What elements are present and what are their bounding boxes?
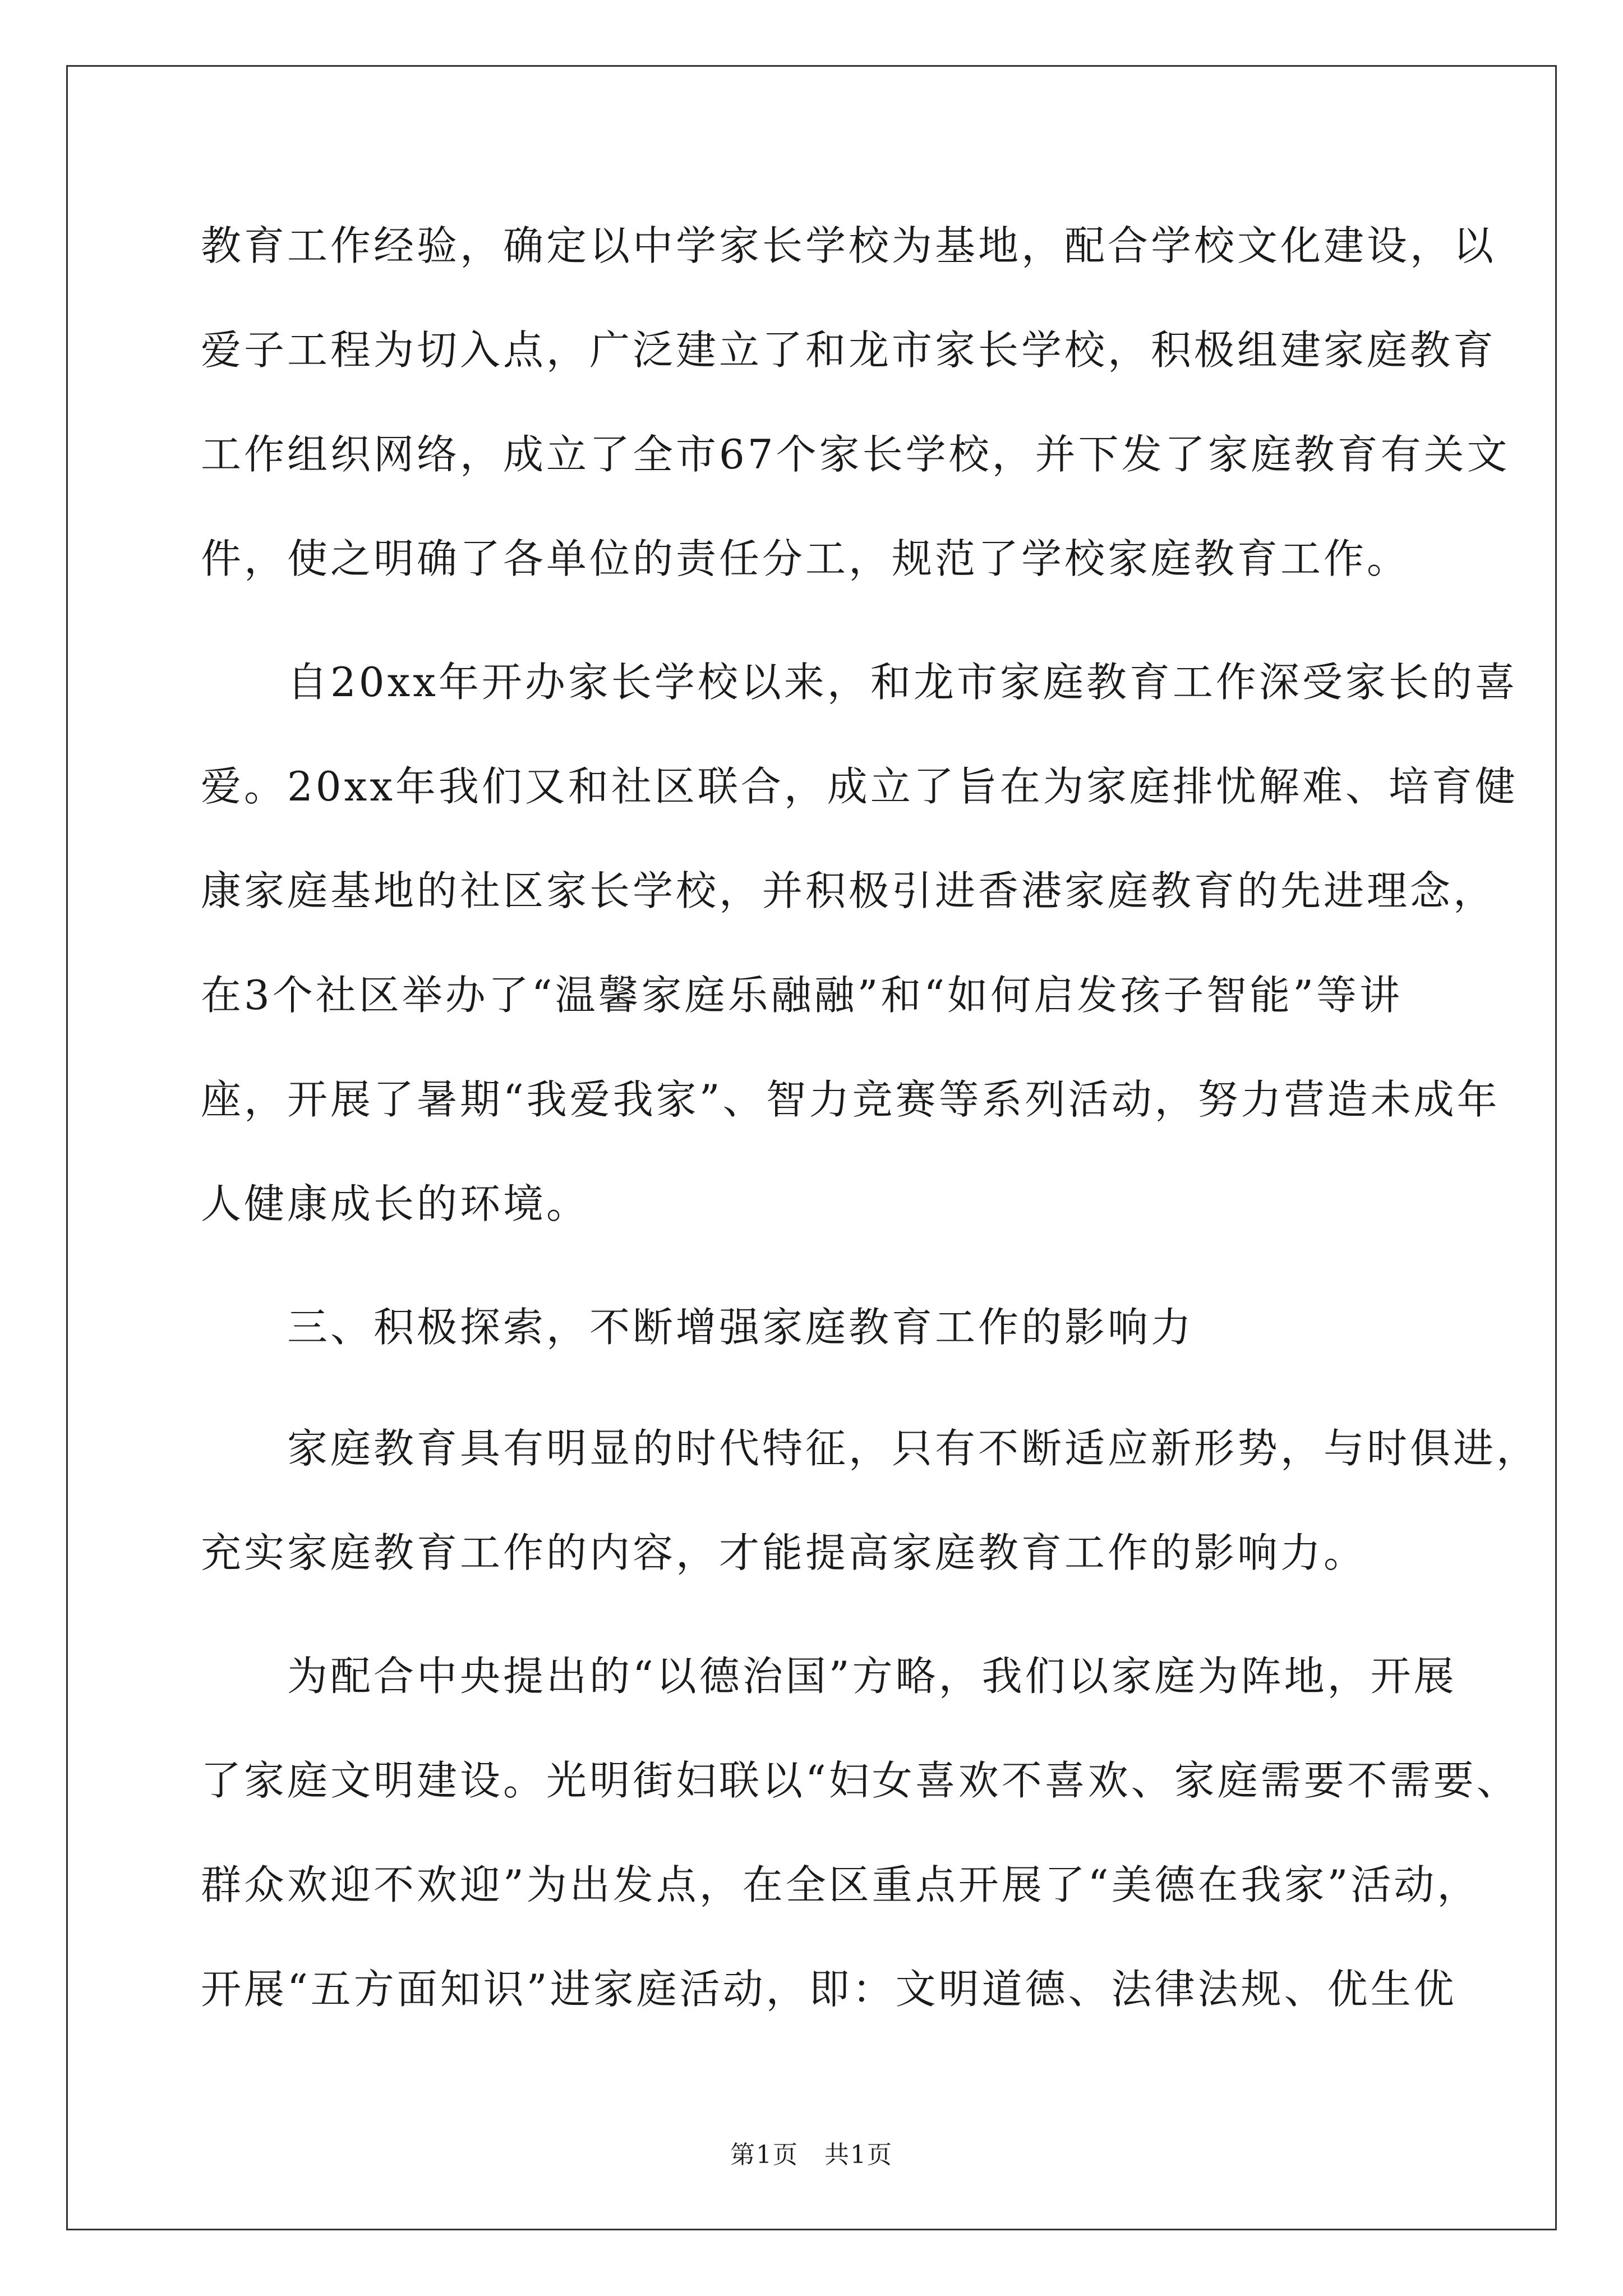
body-text-line: 教育工作经验，确定以中学家长学校为基地，配合学校文化建设，以 bbox=[201, 222, 1497, 269]
body-text-line: 工作组织网络，成立了全市67个家长学校，并下发了家庭教育有关文 bbox=[201, 431, 1510, 478]
body-text-line: 件，使之明确了各单位的责任分工，规范了学校家庭教育工作。 bbox=[201, 535, 1410, 582]
body-text-line: 康家庭基地的社区家长学校，并积极引进香港家庭教育的先进理念， bbox=[201, 867, 1497, 914]
body-text-line: 开展“五方面知识”进家庭活动，即：文明道德、法律法规、优生优 bbox=[201, 1966, 1457, 2013]
body-text-line: 充实家庭教育工作的内容，才能提高家庭教育工作的影响力。 bbox=[201, 1529, 1367, 1576]
section-heading: 三、积极探索，不断增强家庭教育工作的影响力 bbox=[201, 1304, 1195, 1351]
page-footer: 第1页 共1页 bbox=[730, 2141, 893, 2169]
body-text-line: 为配合中央提出的“以德治国”方略，我们以家庭为阵地，开展 bbox=[201, 1653, 1457, 1700]
body-text-line: 了家庭文明建设。光明街妇联以“妇女喜欢不喜欢、家庭需要不需要、 bbox=[201, 1757, 1520, 1804]
body-text-line: 爱。20xx年我们又和社区联合，成立了旨在为家庭排忧解难、培育健 bbox=[201, 763, 1518, 810]
body-text-line: 家庭教育具有明显的时代特征，只有不断适应新形势，与时俱进， bbox=[201, 1425, 1540, 1472]
body-text-line: 人健康成长的环境。 bbox=[201, 1180, 590, 1227]
body-text-line: 座，开展了暑期“我爱我家”、智力竞赛等系列活动，努力营造未成年 bbox=[201, 1076, 1500, 1123]
body-text-line: 群众欢迎不欢迎”为出发点，在全区重点开展了“美德在我家”活动， bbox=[201, 1861, 1481, 1908]
body-text-line: 爱子工程为切入点，广泛建立了和龙市家长学校，积极组建家庭教育 bbox=[201, 326, 1497, 374]
body-text-line: 自20xx年开办家长学校以来，和龙市家庭教育工作深受家长的喜 bbox=[201, 659, 1518, 706]
body-text-line: 在3个社区举办了“温馨家庭乐融融”和“如何启发孩子智能”等讲 bbox=[201, 972, 1403, 1019]
